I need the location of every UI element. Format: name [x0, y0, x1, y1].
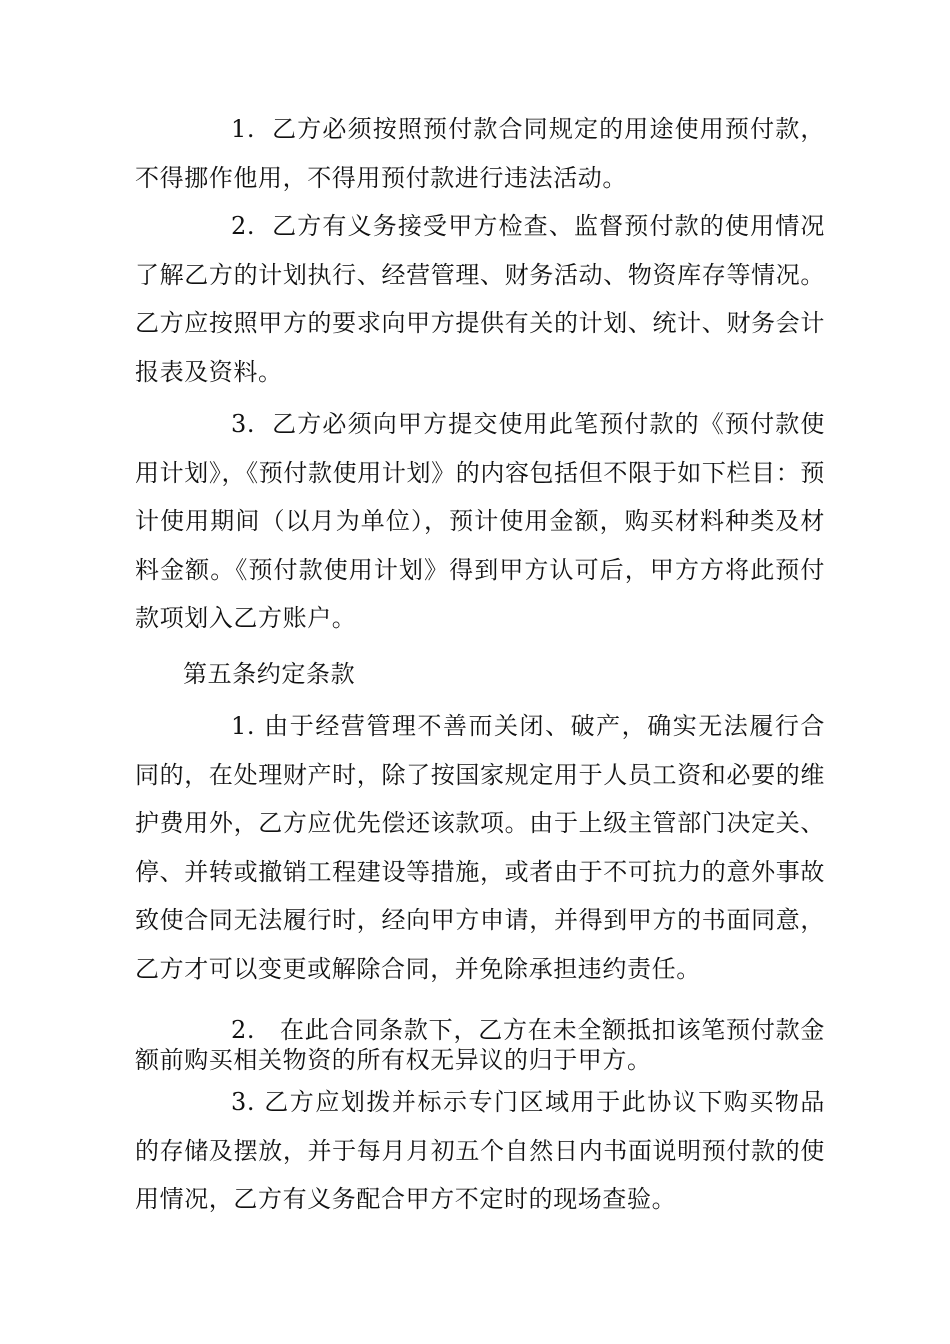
section-heading: 第五条约定条款: [183, 660, 356, 688]
paragraph-2-text: 乙方有义务接受甲方检查、监督预付款的使用情况了解乙方的计划执行、经营管理、财务活动、物资库存等情况。乙方应按照甲方的要求向甲方提供有关的计划、统计、财务会计报表及资料。: [135, 212, 825, 386]
clause-2-text: 在此合同条款下，乙方在未全额抵扣该笔预付款金额前购买相关物资的所有权无异议的归于甲方。: [135, 1016, 825, 1074]
clause-1-text: 由于经营管理不善而关闭、破产，确实无法履行合同的，在处理财产时，除了按国家规定用于人员工资和必要的维护费用外，乙方应优先偿还该款项。由于上级主管部门决定关、停、并转或撤销工程建设等措施，或者由于不可抗力的意外事故致使合同无法履行时，经向甲方申请，并得到甲方的书面同意，乙方才可以变更或解除合同，并免除承担违约责任。: [135, 712, 825, 983]
clause-3-text: 乙方应划拨并标示专门区域用于此协议下购买物品的存储及摆放，并于每月月初五个自然日内书面说明预付款的使用情况，乙方有义务配合甲方不定时的现场查验。: [135, 1088, 825, 1213]
clause-1-number: 1.: [231, 712, 264, 740]
clause-2: [135, 1015, 825, 1075]
paragraph-3-number: 3.: [231, 410, 272, 438]
clause-2-number: 2.: [231, 1016, 280, 1044]
clause-3-number: 3.: [231, 1088, 264, 1116]
paragraph-1-text: 乙方必须按照预付款合同规定的用途使用预付款，不得挪作他用，不得用预付款进行违法活动。: [135, 115, 825, 192]
paragraph-3-text: 乙方必须向甲方提交使用此笔预付款的《预付款使用计划》，《预付款使用计划》的内容包括但不限于如下栏目：预计使用期间（以月为单位），预计使用金额，购买材料种类及材料金额。《预付款使用计划》得到甲方认可后，甲方方将此预付款项划入乙方账户。: [135, 410, 825, 632]
paragraph-1: [135, 105, 825, 202]
paragraph-1-number: 1.: [231, 115, 272, 143]
clause-3: [135, 1078, 825, 1224]
clause-1: [135, 702, 825, 993]
paragraph-2: [135, 202, 825, 396]
paragraph-2-number: 2.: [231, 212, 272, 240]
paragraph-3: [135, 400, 825, 643]
